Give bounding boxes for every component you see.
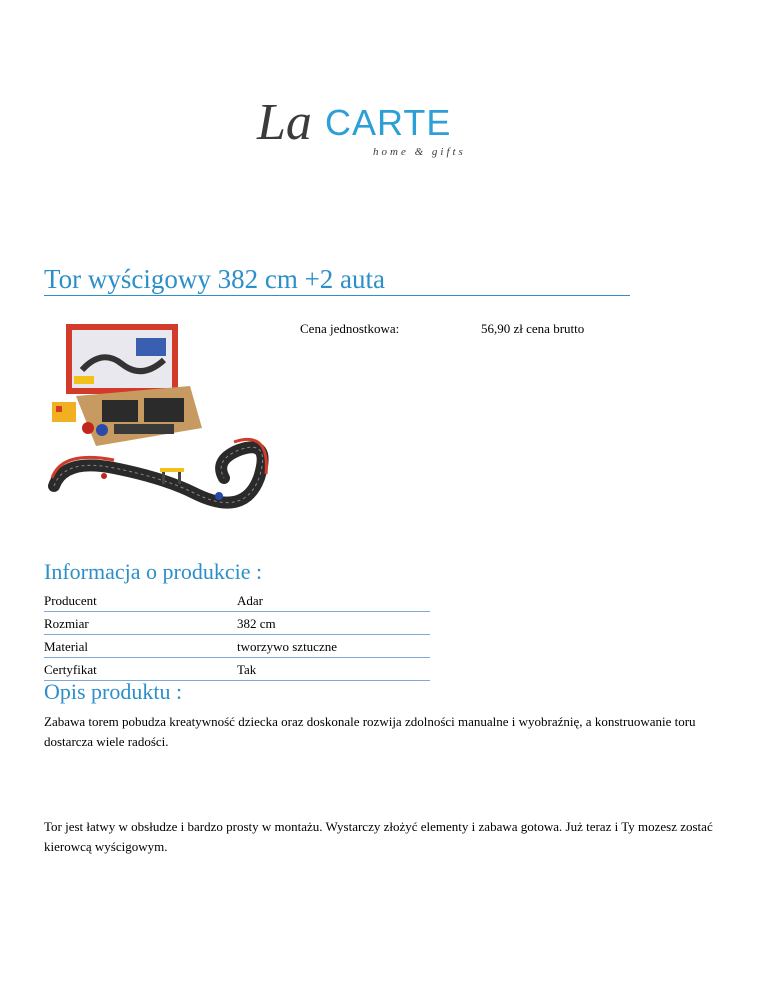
logo-tagline: home & gifts (373, 146, 466, 158)
page-title: Tor wyścigowy 382 cm +2 auta (44, 264, 386, 294)
spec-row-producer (44, 589, 430, 612)
product-image (44, 318, 276, 530)
spec-row-certificate (44, 658, 430, 681)
spec-value: Adar (237, 593, 263, 608)
description-paragraph: Zabawa torem pobudza kreatywność dziecka oraz doskonale rozwija zdolności manualne i wyobraźnię, a konstruowanie toru dostarcza wiele radości. (44, 714, 696, 749)
spec-value: tworzywo sztuczne (237, 639, 337, 654)
product-spec-table (44, 589, 430, 681)
logo-la: La (257, 94, 312, 151)
unit-price-label: Cena jednostkowa: (300, 321, 400, 336)
spec-row-material (44, 635, 430, 658)
product-description-heading: Opis produktu : (44, 679, 183, 704)
spec-value: Tak (237, 662, 257, 677)
spec-key: Producent (44, 593, 97, 608)
spec-value: 382 cm (237, 616, 276, 631)
unit-price-value: 56,90 zł cena brutto (481, 321, 585, 336)
logo-carte: CARTE (325, 102, 452, 143)
spec-key: Rozmiar (44, 616, 89, 631)
lacarte-logo (255, 85, 485, 165)
spec-key: Certyfikat (44, 662, 97, 677)
title-divider (44, 295, 630, 296)
spec-key: Material (44, 639, 89, 654)
description-paragraph: Tor jest łatwy w obsłudze i bardzo prosty w montażu. Wystarczy złożyć elementy i zabawa gotowa. Już teraz i Ty mozesz zostać kierowcą wyścigowym. (44, 819, 713, 854)
product-info-heading: Informacja o produkcie : (44, 559, 263, 584)
spec-row-size (44, 612, 430, 635)
